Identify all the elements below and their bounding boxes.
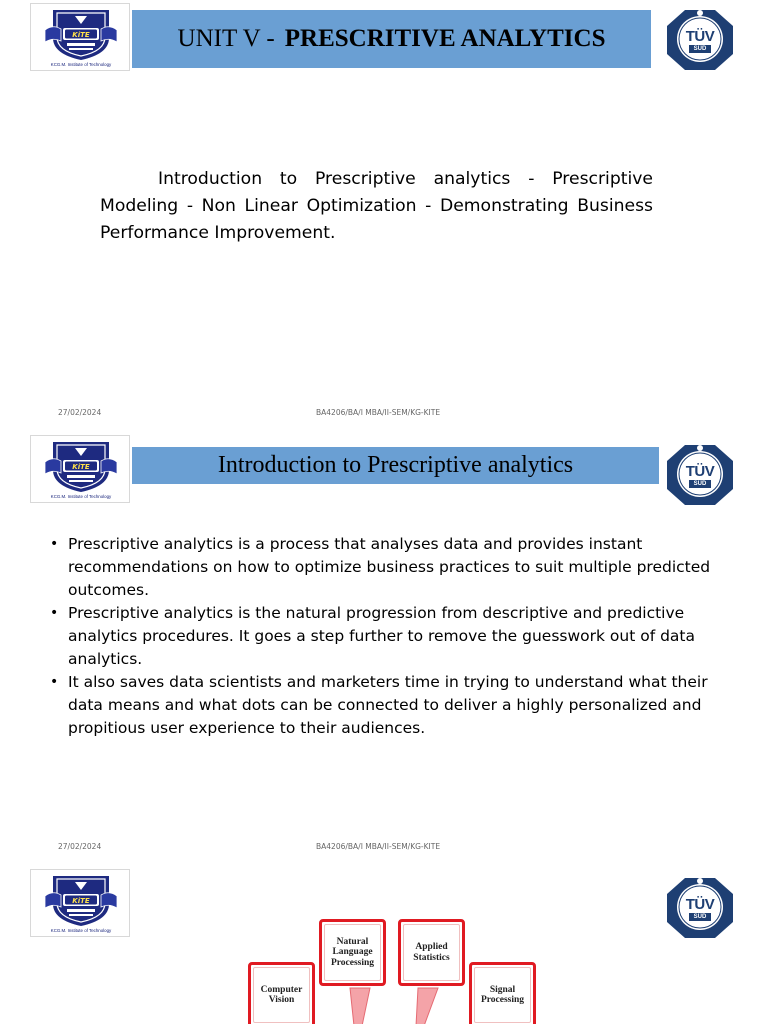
footer-date: 27/02/2024 — [58, 408, 102, 417]
slide-unit-title — [0, 0, 768, 432]
tuv-sud: SÜD — [689, 913, 711, 921]
kite-tagline: KCG.M. Institute of Technology — [50, 494, 112, 499]
kite-logo — [30, 435, 130, 503]
tuv-text: TÜV — [685, 28, 715, 45]
slide-title-bar — [132, 447, 659, 484]
bullet-list — [50, 533, 722, 740]
diagram-node-applied-statistics — [398, 919, 465, 986]
bullet-dot-icon: • — [50, 536, 59, 552]
list-item — [50, 533, 722, 602]
tuv-text: TÜV — [685, 463, 715, 480]
kite-logo-text: KiTE — [72, 897, 90, 905]
tuv-badge — [665, 8, 735, 72]
tuv-sud: SÜD — [689, 480, 711, 488]
bullet-text: Prescriptive analytics is the natural progression from descriptive and predictive analytics procedures. It goes a step further to remove the guesswork out of data analytics. — [68, 604, 696, 668]
page-title: PRESCRITIVE ANALYTICS — [284, 25, 606, 52]
title-prefix: UNIT V - — [177, 25, 275, 52]
kite-logo-text: KiTE — [72, 31, 90, 39]
bullet-text: It also saves data scientists and marketers time in trying to understand what their data means and what dots can be connected to deliver a highly personalized and propitious user experience to their audiences. — [68, 673, 708, 737]
tuv-iso: ISO 9001 — [692, 923, 708, 927]
slide-diagram — [0, 866, 768, 1024]
bullet-dot-icon: • — [50, 605, 59, 621]
tuv-text: TÜV — [685, 896, 715, 913]
tuv-badge — [665, 876, 735, 940]
tuv-sud: SÜD — [689, 45, 711, 53]
footer-course-code: BA4206/BA/I MBA/II-SEM/KG-KITE — [316, 842, 441, 851]
footer-course-code: BA4206/BA/I MBA/II-SEM/KG-KITE — [316, 408, 441, 417]
diagram-node-label: Natural Language Processing — [330, 936, 375, 968]
list-item — [50, 671, 722, 740]
slide-title-bar — [132, 10, 651, 68]
diagram-node-natural-language-processing — [319, 919, 386, 986]
diagram-node-signal-processing — [469, 962, 536, 1024]
diagram-node-computer-vision — [248, 962, 315, 1024]
list-item — [50, 602, 722, 671]
bullet-text: Prescriptive analytics is a process that analyses data and provides instant recommendations on how to optimize business practices to suit multiple predicted outcomes. — [68, 535, 711, 599]
tuv-iso: ISO 9001 — [692, 490, 708, 494]
page-title: Introduction to Prescriptive analytics — [217, 452, 574, 478]
tuv-badge — [665, 443, 735, 507]
diagram-node-label: Applied Statistics — [413, 942, 450, 963]
footer-date: 27/02/2024 — [58, 842, 102, 851]
bullet-dot-icon: • — [50, 674, 59, 690]
diagram-node-label: Signal Processing — [480, 984, 525, 1005]
tuv-iso: ISO 9001 — [692, 55, 708, 59]
kite-logo — [30, 869, 130, 937]
kite-logo-text: KiTE — [72, 463, 90, 471]
kite-logo — [30, 3, 130, 71]
kite-tagline: KCG.M. Institute of Technology — [50, 62, 112, 67]
kite-tagline: KCG.M. Institute of Technology — [50, 928, 112, 933]
intro-paragraph: Introduction to Prescriptive analytics - Prescriptive Modeling - Non Linear Optimization - Demonstrating Business Performance Improvement. — [100, 169, 653, 243]
slide-introduction — [0, 432, 768, 866]
diagram-node-label: Computer Vision — [260, 984, 303, 1005]
